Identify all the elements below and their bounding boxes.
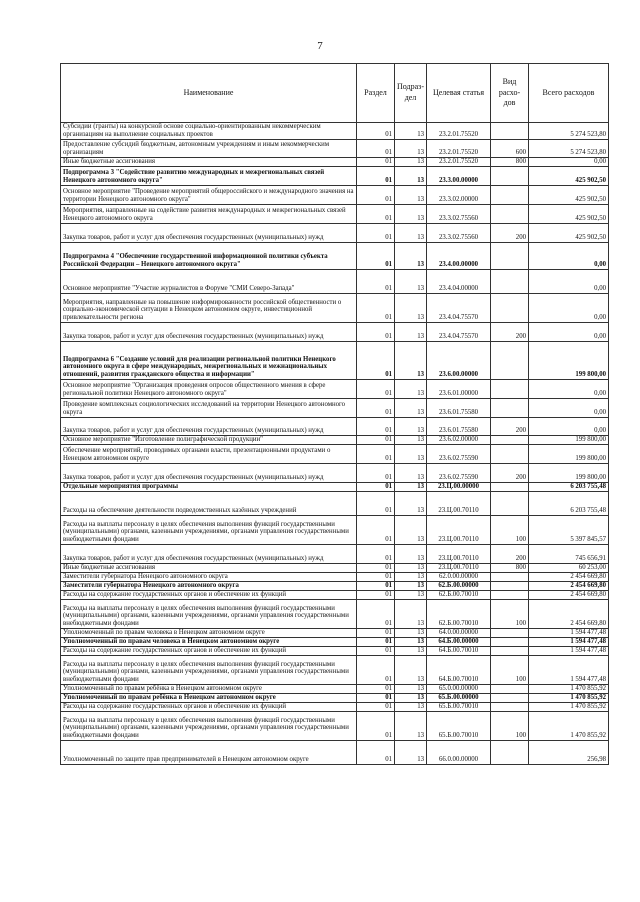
row-article: 23.2.01.75520 — [427, 123, 491, 140]
row-name: Расходы на выплаты персоналу в целях обеспечения выполнения функций государственными (муниципальными) органами, казенными учреждениями, органами управления государственными внебюджетными фондами — [61, 516, 357, 545]
row-section: 01 — [357, 205, 395, 224]
table-row — [61, 243, 609, 270]
row-total: 1 470 855,92 — [529, 703, 609, 712]
row-name: Расходы на содержание государственных органов и обеспечение их функций — [61, 591, 357, 600]
row-article: 23.3.02.75560 — [427, 205, 491, 224]
row-section: 01 — [357, 294, 395, 323]
table-row — [61, 445, 609, 464]
row-name: Основное мероприятие "Изготовление полиграфической продукции" — [61, 436, 357, 445]
row-name: Уполномоченный по правам ребёнка в Ненецком автономном округе — [61, 685, 357, 694]
row-section: 01 — [357, 224, 395, 243]
row-subsection: 13 — [395, 564, 427, 573]
row-article: 65.0.00.00000 — [427, 685, 491, 694]
row-article: 23.Ц.00.70110 — [427, 516, 491, 545]
row-article: 23.Ц.00.70110 — [427, 492, 491, 516]
row-article: 62.Б.00.00000 — [427, 582, 491, 591]
budget-table — [60, 63, 609, 765]
row-name: Иные бюджетные ассигнования — [61, 564, 357, 573]
row-subsection: 13 — [395, 591, 427, 600]
row-name: Основное мероприятие "Организация проведения опросов общественного мнения в сфере региональной политики Ненецкого автономного округа" — [61, 380, 357, 399]
row-total: 199 800,00 — [529, 436, 609, 445]
row-article: 64.Б.00.00000 — [427, 638, 491, 647]
row-total: 5 274 523,80 — [529, 140, 609, 158]
row-section: 01 — [357, 703, 395, 712]
row-expense-type — [491, 629, 529, 638]
row-subsection: 13 — [395, 629, 427, 638]
table-row — [61, 591, 609, 600]
row-total: 1 594 477,48 — [529, 656, 609, 685]
row-subsection: 13 — [395, 647, 427, 656]
row-section: 01 — [357, 445, 395, 464]
row-section: 01 — [357, 694, 395, 703]
row-section: 01 — [357, 123, 395, 140]
row-total: 1 594 477,48 — [529, 629, 609, 638]
row-subsection: 13 — [395, 224, 427, 243]
row-subsection: 13 — [395, 545, 427, 564]
row-section: 01 — [357, 647, 395, 656]
row-article: 23.6.01.75580 — [427, 418, 491, 436]
row-name: Иные бюджетные ассигнования — [61, 158, 357, 167]
row-expense-type — [491, 445, 529, 464]
row-section: 01 — [357, 342, 395, 380]
row-expense-type: 100 — [491, 600, 529, 629]
row-subsection: 13 — [395, 123, 427, 140]
row-section: 01 — [357, 638, 395, 647]
row-article: 23.6.01.75580 — [427, 399, 491, 418]
row-article: 62.Б.00.70010 — [427, 600, 491, 629]
row-subsection: 13 — [395, 186, 427, 205]
header-total: Всего расходов — [529, 64, 609, 123]
row-expense-type — [491, 703, 529, 712]
header-subsection: Подраз-дел — [395, 64, 427, 123]
row-expense-type: 600 — [491, 140, 529, 158]
row-subsection: 13 — [395, 464, 427, 483]
table-row — [61, 600, 609, 629]
row-name: Заместители губернатора Ненецкого автономного округа — [61, 573, 357, 582]
table-row — [61, 647, 609, 656]
header-section: Раздел — [357, 64, 395, 123]
row-article: 23.4.04.75570 — [427, 294, 491, 323]
row-total: 199 800,00 — [529, 342, 609, 380]
row-total: 745 656,91 — [529, 545, 609, 564]
row-article: 23.Ц.00.70110 — [427, 564, 491, 573]
row-expense-type — [491, 685, 529, 694]
table-row — [61, 712, 609, 741]
table-row — [61, 516, 609, 545]
row-section: 01 — [357, 573, 395, 582]
row-article: 64.Б.00.70010 — [427, 647, 491, 656]
row-subsection: 13 — [395, 600, 427, 629]
row-article: 23.4.04.00000 — [427, 270, 491, 294]
row-total: 5 397 845,57 — [529, 516, 609, 545]
table-row — [61, 685, 609, 694]
table-row — [61, 158, 609, 167]
page-number: 7 — [317, 40, 323, 52]
row-expense-type: 100 — [491, 656, 529, 685]
row-section: 01 — [357, 741, 395, 765]
table-row — [61, 629, 609, 638]
table-row — [61, 582, 609, 591]
row-name: Уполномоченный по защите прав предпринимателей в Ненецком автономном округе — [61, 741, 357, 765]
row-article: 62.0.00.00000 — [427, 573, 491, 582]
row-name: Расходы на выплаты персоналу в целях обеспечения выполнения функций государственными (муниципальными) органами, казенными учреждениями, органами управления государственными внебюджетными фондами — [61, 656, 357, 685]
row-total: 6 203 755,48 — [529, 483, 609, 492]
row-section: 01 — [357, 243, 395, 270]
row-expense-type — [491, 647, 529, 656]
row-expense-type: 200 — [491, 224, 529, 243]
row-name: Заместители губернатора Ненецкого автономного округа — [61, 582, 357, 591]
row-article: 23.4.00.00000 — [427, 243, 491, 270]
row-total: 1 594 477,48 — [529, 638, 609, 647]
row-expense-type — [491, 573, 529, 582]
row-expense-type — [491, 167, 529, 186]
row-total: 0,00 — [529, 380, 609, 399]
row-section: 01 — [357, 464, 395, 483]
row-subsection: 13 — [395, 656, 427, 685]
row-total: 60 253,00 — [529, 564, 609, 573]
row-section: 01 — [357, 186, 395, 205]
row-expense-type: 100 — [491, 712, 529, 741]
row-section: 01 — [357, 712, 395, 741]
row-article: 23.3.02.00000 — [427, 186, 491, 205]
row-name: Основное мероприятие "Участие журналистов в Форуме "СМИ Северо-Запада" — [61, 270, 357, 294]
header-article: Целевая статья — [427, 64, 491, 123]
row-name: Проведение комплексных социологических исследований на территории Ненецкого автономного округа — [61, 399, 357, 418]
table-row — [61, 342, 609, 380]
row-expense-type — [491, 741, 529, 765]
row-article: 65.Б.00.00000 — [427, 694, 491, 703]
row-name: Подпрограмма 4 "Обеспечение государственной информационной политики субъекта Российской Федерации – Ненецкого автономного округа" — [61, 243, 357, 270]
row-article: 23.3.02.75560 — [427, 224, 491, 243]
row-section: 01 — [357, 399, 395, 418]
table-row — [61, 545, 609, 564]
row-subsection: 13 — [395, 399, 427, 418]
row-section: 01 — [357, 483, 395, 492]
header-name: Наименование — [61, 64, 357, 123]
header-expense-type: Вид расхо-дов — [491, 64, 529, 123]
row-name: Основное мероприятие "Проведение мероприятий общероссийского и международного значения на территории Ненецкого автономного округа" — [61, 186, 357, 205]
row-expense-type — [491, 483, 529, 492]
row-section: 01 — [357, 418, 395, 436]
row-name: Уполномоченный по правам человека в Ненецком автономном округе — [61, 629, 357, 638]
row-subsection: 13 — [395, 140, 427, 158]
row-article: 66.0.00.00000 — [427, 741, 491, 765]
row-name: Мероприятия, направленные на повышение информированности российской общественности о социально-экономической ситуации в Ненецком автономном округе, инвестиционной привлекательности региона — [61, 294, 357, 323]
row-subsection: 13 — [395, 418, 427, 436]
row-subsection: 13 — [395, 167, 427, 186]
row-total: 0,00 — [529, 399, 609, 418]
table-row — [61, 464, 609, 483]
row-total: 425 902,50 — [529, 186, 609, 205]
row-article: 64.Б.00.70010 — [427, 656, 491, 685]
row-expense-type — [491, 492, 529, 516]
row-expense-type: 100 — [491, 516, 529, 545]
row-expense-type — [491, 205, 529, 224]
row-total: 0,00 — [529, 323, 609, 342]
row-total: 425 902,50 — [529, 167, 609, 186]
table-row — [61, 270, 609, 294]
row-section: 01 — [357, 167, 395, 186]
table-row — [61, 167, 609, 186]
row-subsection: 13 — [395, 380, 427, 399]
row-total: 0,00 — [529, 243, 609, 270]
row-article: 65.Б.00.70010 — [427, 712, 491, 741]
row-expense-type — [491, 399, 529, 418]
table-row — [61, 186, 609, 205]
table-row — [61, 638, 609, 647]
row-section: 01 — [357, 380, 395, 399]
row-article: 23.4.04.75570 — [427, 323, 491, 342]
row-subsection: 13 — [395, 294, 427, 323]
row-name: Уполномоченный по правам ребёнка в Ненецком автономном округе — [61, 694, 357, 703]
table-row — [61, 123, 609, 140]
row-subsection: 13 — [395, 270, 427, 294]
row-expense-type — [491, 123, 529, 140]
row-total: 2 454 669,80 — [529, 582, 609, 591]
row-total: 2 454 669,80 — [529, 591, 609, 600]
row-expense-type: 800 — [491, 564, 529, 573]
row-expense-type — [491, 380, 529, 399]
row-subsection: 13 — [395, 158, 427, 167]
row-subsection: 13 — [395, 638, 427, 647]
table-row — [61, 140, 609, 158]
table-row — [61, 205, 609, 224]
row-section: 01 — [357, 140, 395, 158]
row-name: Расходы на выплаты персоналу в целях обеспечения выполнения функций государственными (муниципальными) органами, казенными учреждениями, органами управления государственными внебюджетными фондами — [61, 600, 357, 629]
table-row — [61, 694, 609, 703]
row-name: Субсидии (гранты) на конкурсной основе социально-ориентированным некоммерческим организациям на выполнение социальных проектов — [61, 123, 357, 140]
row-subsection: 13 — [395, 685, 427, 694]
row-total: 5 274 523,80 — [529, 123, 609, 140]
row-subsection: 13 — [395, 323, 427, 342]
row-article: 23.Ц.00.70110 — [427, 545, 491, 564]
row-total: 1 470 855,92 — [529, 712, 609, 741]
row-subsection: 13 — [395, 205, 427, 224]
row-article: 23.2.01.75520 — [427, 140, 491, 158]
row-name: Подпрограмма 6 "Создание условий для реализации региональной политики Ненецкого автономного округа в сфере международных, межрегиональных и межнациональных отношений, развития гражданского общества и информации" — [61, 342, 357, 380]
row-total: 256,98 — [529, 741, 609, 765]
row-name: Подпрограмма 3 "Содействие развитию международных и межрегиональных связей Ненецкого автономного округа" — [61, 167, 357, 186]
row-section: 01 — [357, 656, 395, 685]
row-expense-type: 800 — [491, 158, 529, 167]
row-name: Расходы на обеспечение деятельности подведомственных казённых учреждений — [61, 492, 357, 516]
row-expense-type — [491, 186, 529, 205]
row-total: 6 203 755,48 — [529, 492, 609, 516]
row-section: 01 — [357, 564, 395, 573]
table-row — [61, 573, 609, 582]
row-subsection: 13 — [395, 342, 427, 380]
row-article: 64.0.00.00000 — [427, 629, 491, 638]
row-name: Уполномоченный по правам человека в Ненецком автономном округе — [61, 638, 357, 647]
row-section: 01 — [357, 270, 395, 294]
row-total: 1 470 855,92 — [529, 685, 609, 694]
row-subsection: 13 — [395, 712, 427, 741]
row-total: 0,00 — [529, 270, 609, 294]
row-subsection: 13 — [395, 436, 427, 445]
row-total: 199 800,00 — [529, 464, 609, 483]
row-section: 01 — [357, 158, 395, 167]
row-name: Расходы на выплаты персоналу в целях обеспечения выполнения функций государственными (муниципальными) органами, казенными учреждениями, органами управления государственными внебюджетными фондами — [61, 712, 357, 741]
row-total: 2 454 669,80 — [529, 600, 609, 629]
table-row — [61, 703, 609, 712]
row-article: 62.Б.00.70010 — [427, 591, 491, 600]
table-row — [61, 483, 609, 492]
row-name: Мероприятия, направленные на содействие развития международных и межрегиональных связей Ненецкого автономного округа — [61, 205, 357, 224]
row-expense-type — [491, 243, 529, 270]
row-subsection: 13 — [395, 243, 427, 270]
table-header-row — [61, 64, 609, 123]
row-name: Закупка товаров, работ и услуг для обеспечения государственных (муниципальных) нужд — [61, 418, 357, 436]
row-name: Отдельные мероприятия программы — [61, 483, 357, 492]
row-article: 23.6.02.00000 — [427, 436, 491, 445]
row-expense-type — [491, 342, 529, 380]
row-expense-type: 200 — [491, 464, 529, 483]
row-article: 23.6.02.75590 — [427, 445, 491, 464]
row-section: 01 — [357, 516, 395, 545]
table-row — [61, 418, 609, 436]
row-total: 199 800,00 — [529, 445, 609, 464]
row-section: 01 — [357, 591, 395, 600]
table-row — [61, 294, 609, 323]
row-total: 0,00 — [529, 294, 609, 323]
row-total: 1 470 855,92 — [529, 694, 609, 703]
row-article: 23.3.00.00000 — [427, 167, 491, 186]
row-expense-type: 200 — [491, 418, 529, 436]
row-section: 01 — [357, 629, 395, 638]
row-expense-type — [491, 591, 529, 600]
row-subsection: 13 — [395, 573, 427, 582]
table-row — [61, 564, 609, 573]
row-section: 01 — [357, 323, 395, 342]
row-name: Расходы на содержание государственных органов и обеспечение их функций — [61, 647, 357, 656]
table-row — [61, 656, 609, 685]
row-name: Обеспечение мероприятий, проводимых органами власти, презентационными продуктами о Ненецком автономном округе — [61, 445, 357, 464]
row-article: 23.6.01.00000 — [427, 380, 491, 399]
row-subsection: 13 — [395, 492, 427, 516]
row-article: 23.6.00.00000 — [427, 342, 491, 380]
row-subsection: 13 — [395, 741, 427, 765]
table-row — [61, 224, 609, 243]
row-name: Закупка товаров, работ и услуг для обеспечения государственных (муниципальных) нужд — [61, 224, 357, 243]
row-section: 01 — [357, 600, 395, 629]
row-expense-type — [491, 436, 529, 445]
row-total: 2 454 669,80 — [529, 573, 609, 582]
row-name: Предоставление субсидий бюджетным, автономным учреждениям и иным некоммерческим организациям — [61, 140, 357, 158]
row-total: 0,00 — [529, 418, 609, 436]
row-name: Закупка товаров, работ и услуг для обеспечения государственных (муниципальных) нужд — [61, 323, 357, 342]
row-expense-type — [491, 582, 529, 591]
row-subsection: 13 — [395, 582, 427, 591]
table-row — [61, 323, 609, 342]
table-row — [61, 741, 609, 765]
row-expense-type — [491, 638, 529, 647]
row-expense-type — [491, 294, 529, 323]
row-article: 23.2.01.75520 — [427, 158, 491, 167]
row-expense-type — [491, 270, 529, 294]
row-section: 01 — [357, 492, 395, 516]
row-total: 425 902,50 — [529, 205, 609, 224]
table-row — [61, 436, 609, 445]
row-subsection: 13 — [395, 516, 427, 545]
table-row — [61, 380, 609, 399]
row-total: 0,00 — [529, 158, 609, 167]
row-article: 65.Б.00.70010 — [427, 703, 491, 712]
row-name: Закупка товаров, работ и услуг для обеспечения государственных (муниципальных) нужд — [61, 545, 357, 564]
row-subsection: 13 — [395, 694, 427, 703]
row-expense-type: 200 — [491, 545, 529, 564]
row-subsection: 13 — [395, 445, 427, 464]
row-name: Расходы на содержание государственных органов и обеспечение их функций — [61, 703, 357, 712]
row-section: 01 — [357, 545, 395, 564]
row-article: 23.Ц.00.00000 — [427, 483, 491, 492]
row-name: Закупка товаров, работ и услуг для обеспечения государственных (муниципальных) нужд — [61, 464, 357, 483]
row-subsection: 13 — [395, 703, 427, 712]
row-expense-type — [491, 694, 529, 703]
row-expense-type: 200 — [491, 323, 529, 342]
row-total: 425 902,50 — [529, 224, 609, 243]
row-total: 1 594 477,48 — [529, 647, 609, 656]
row-section: 01 — [357, 685, 395, 694]
row-section: 01 — [357, 436, 395, 445]
row-article: 23.6.02.75590 — [427, 464, 491, 483]
table-row — [61, 492, 609, 516]
table-row — [61, 399, 609, 418]
row-subsection: 13 — [395, 483, 427, 492]
row-section: 01 — [357, 582, 395, 591]
